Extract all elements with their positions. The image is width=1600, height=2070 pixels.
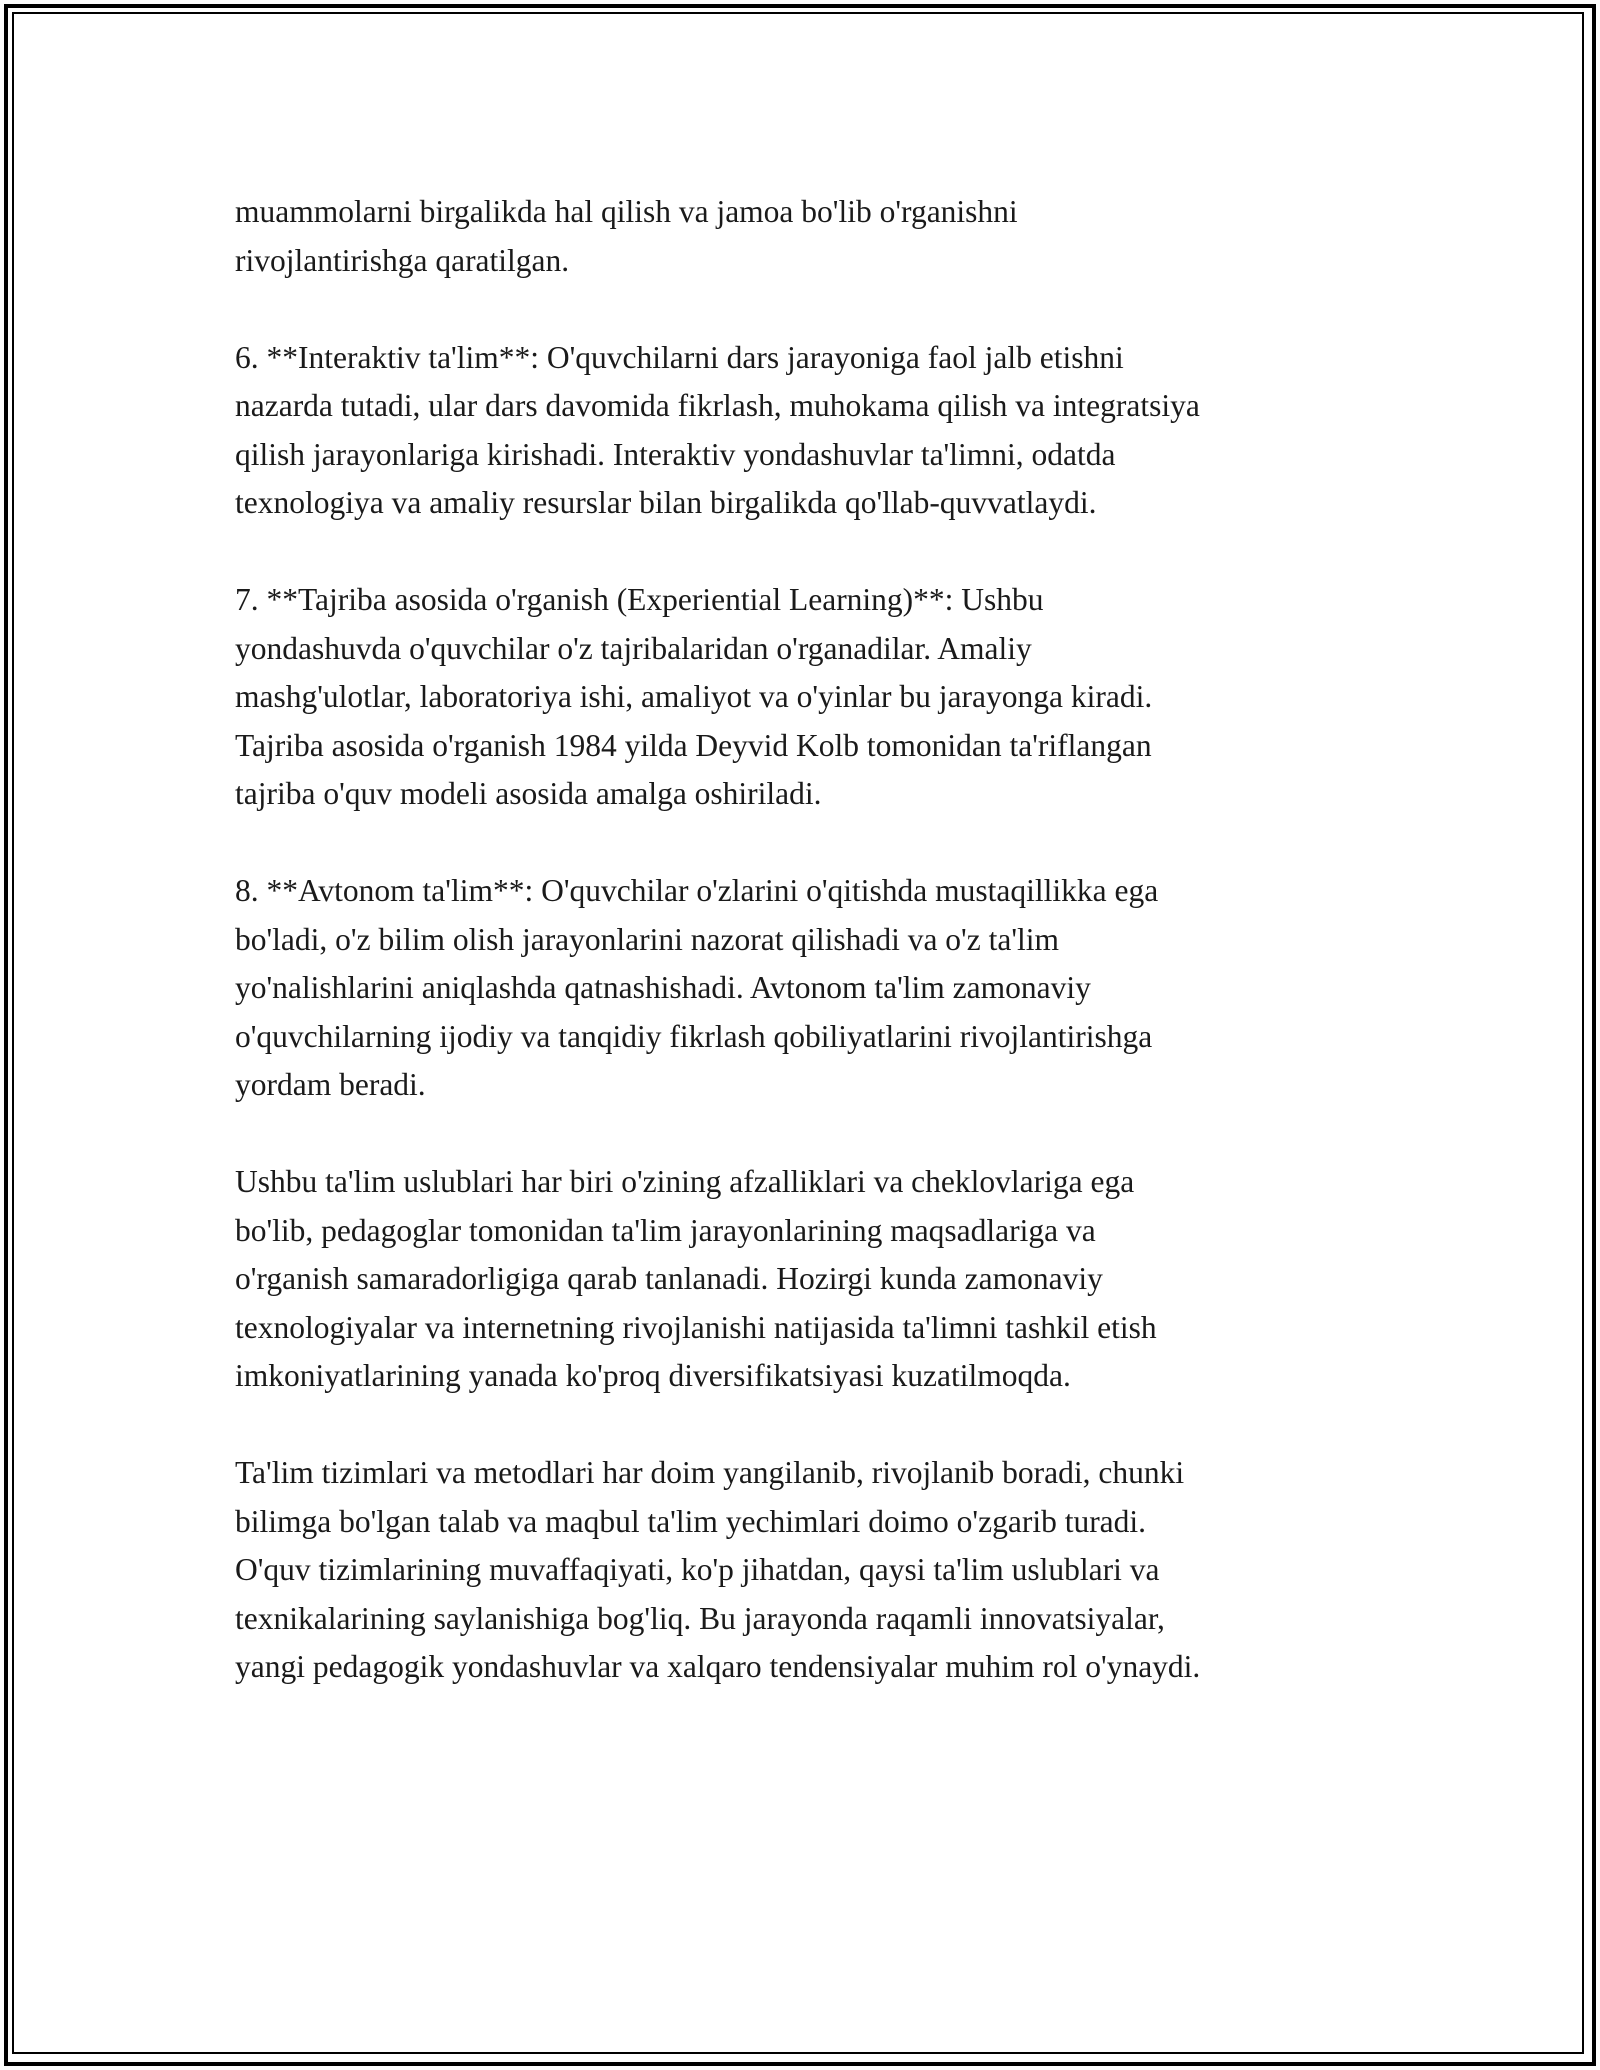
paragraph-conclusion: Ta'lim tizimlari va metodlari har doim yangilanib, rivojlanib boradi, chunki bilimga bo'lgan talab va maqbul ta'lim yechimlari doimo o'zgarib turadi. O'quv tizimlarining muvaffaqiyati, ko'p jihatdan, qaysi ta'lim uslublari va texnikalarining saylanishiga bog'liq. Bu jarayonda raqamli innovatsiyalar, yangi pedagogik yondashuvlar va xalqaro tendensiyalar muhim rol o'ynaydi.	[235, 1455, 1201, 1684]
paragraph-summary: Ushbu ta'lim uslublari har biri o'zining afzalliklari va cheklovlariga ega bo'lib, pedagoglar tomonidan ta'lim jarayonlarining maqsadlariga va o'rganish samaradorligiga qarab tanlanadi. Hozirgi kunda zamonaviy texnologiyalar va internetning rivojlanishi natijasida ta'limni tashkil etish imkoniyatlarining yanada ko'proq diversifikatsiyasi kuzatilmoqda.	[235, 1164, 1157, 1393]
paragraph-autonomous-learning: 8. **Avtonom ta'lim**: O'quvchilar o'zlarini o'qitishda mustaqillikka ega bo'ladi, o'z bilim olish jarayonlarini nazorat qilishadi va o'z ta'lim yo'nalishlarini aniqlashda qatnashishadi. Avtonom ta'lim zamonaviy o'quvchilarning ijodiy va tanqidiy fikrlash qobiliyatlarini rivojlantirishga yordam beradi.	[235, 873, 1159, 1102]
paragraph-interactive-learning: 6. **Interaktiv ta'lim**: O'quvchilarni dars jarayoniga faol jalb etishni nazarda tutadi, ular dars davomida fikrlash, muhokama qilish va integratsiya qilish jarayonlariga kirishadi. Interaktiv yondashuvlar ta'limni, odatda texnologiya va amaliy resurslar bilan birgalikda qo'llab-quvvatlaydi.	[235, 339, 1200, 520]
document-body	[235, 188, 1375, 1740]
paragraph-continuation: muammolarni birgalikda hal qilish va jamoa bo'lib o'rganishni rivojlantirishga qaratilgan.	[235, 194, 1018, 278]
paragraph-experiential-learning: 7. **Tajriba asosida o'rganish (Experiential Learning)**: Ushbu yondashuvda o'quvchilar o'z tajribalaridan o'rganadilar. Amaliy mashg'ulotlar, laboratoriya ishi, amaliyot va o'yinlar bu jarayonga kiradi. Tajriba asosida o'rganish 1984 yilda Deyvid Kolb tomonidan ta'riflangan tajriba o'quv modeli asosida amalga oshiriladi.	[235, 582, 1153, 811]
